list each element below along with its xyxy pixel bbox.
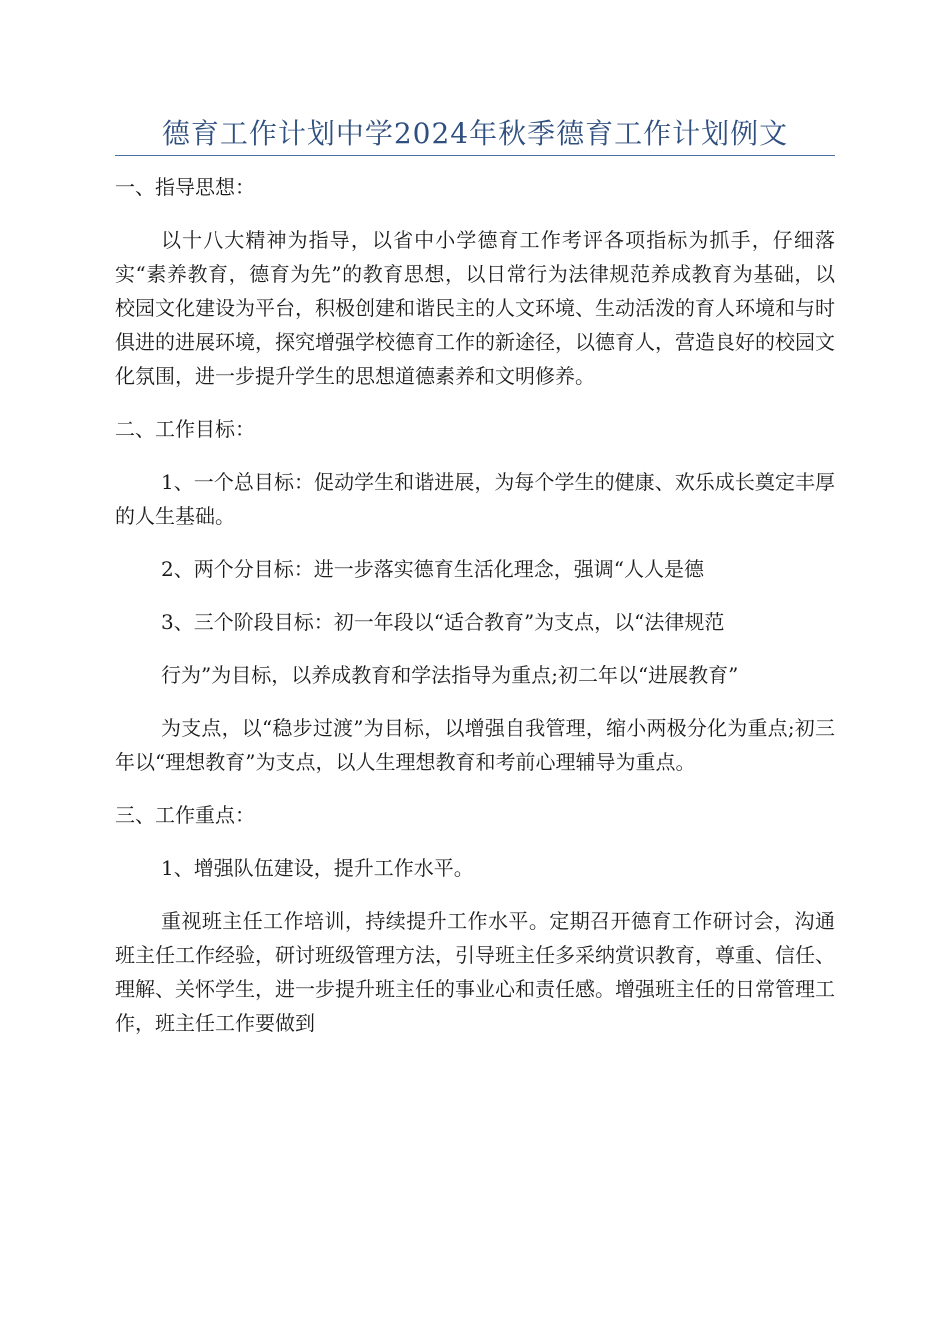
paragraph-goal-stages-cont: 行为”为目标，以养成教育和学法指导为重点;初二年以“进展教育” [161,663,739,687]
paragraph-focus-training: 重视班主任工作培训，持续提升工作水平。定期召开德育工作研讨会，沟通班主任工作经验，研讨班级管理方法，引导班主任多采纳赏识教育，尊重、信任、理解、关怀学生，进一步提升班主任的事业心和责任感。增强班主任的日常管理工作，班主任工作要做到 [115,909,835,1035]
paragraph-goal-sub: 2、两个分目标：进一步落实德育生活化理念，强调“人人是德 [161,557,704,581]
title-underline [115,155,835,156]
paragraph-goal-stages-end: 为支点，以“稳步过渡”为目标，以增强自我管理，缩小两极分化为重点;初三年以“理想教育”为支点，以人生理想教育和考前心理辅导为重点。 [115,716,835,774]
paragraph-goal-stages: 3、三个阶段目标：初一年段以“适合教育”为支点，以“法律规范 [161,610,725,634]
section-heading-work-focus: 三、工作重点： [115,803,255,827]
paragraph-goal-overall: 1、一个总目标：促动学生和谐进展，为每个学生的健康、欢乐成长奠定丰厚的人生基础。 [115,470,835,528]
section-heading-work-goals: 二、工作目标： [115,417,255,441]
section-heading-guiding-ideology: 一、指导思想： [115,175,255,199]
document-body [115,170,835,1040]
document-title: 德育工作计划中学2024年秋季德育工作计划例文 [161,117,789,150]
paragraph-focus-team: 1、增强队伍建设，提升工作水平。 [161,856,474,880]
paragraph-guiding-ideology: 以十八大精神为指导，以省中小学德育工作考评各项指标为抓手，仔细落实“素养教育，德育为先”的教育思想，以日常行为法律规范养成教育为基础，以校园文化建设为平台，积极创建和谐民主的人文环境、生动活泼的育人环境和与时俱进的进展环境，探究增强学校德育工作的新途径，以德育人，营造良好的校园文化氛围，进一步提升学生的思想道德素养和文明修养。 [115,228,835,388]
